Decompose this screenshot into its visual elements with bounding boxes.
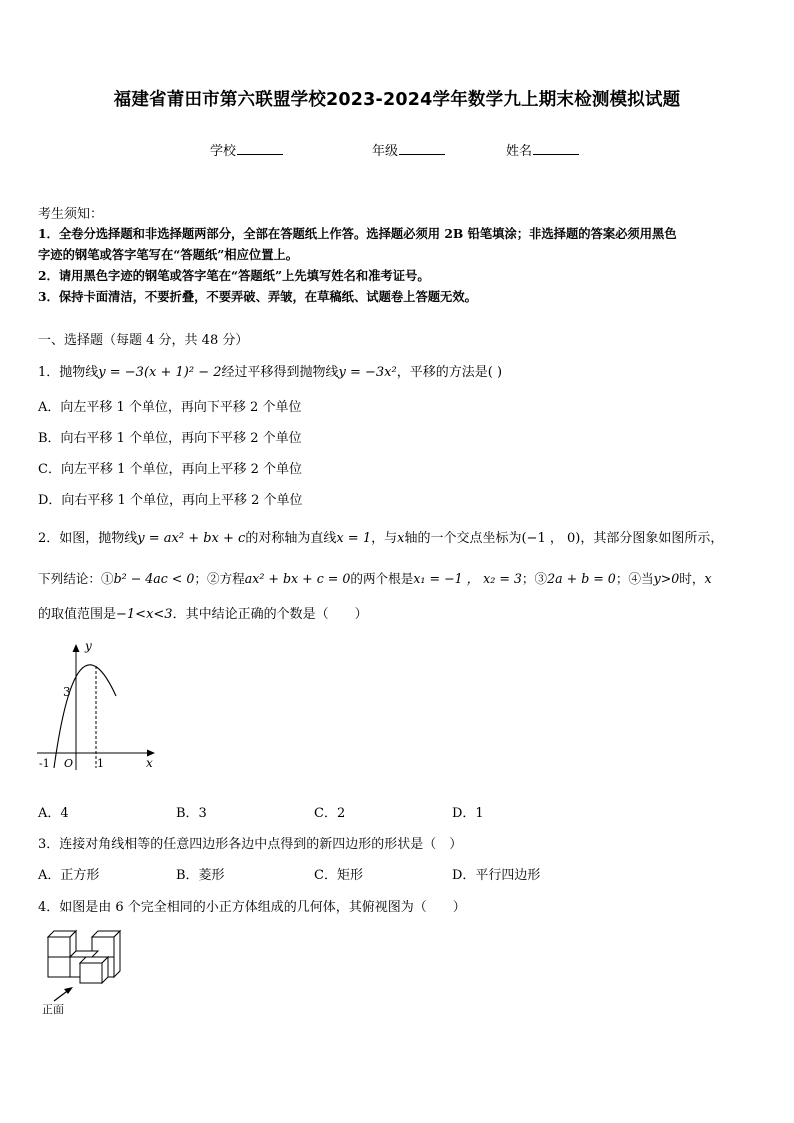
notice-item2: 2．请用黑色字迹的钢笔或答字笔在“答题纸”上先填写姓名和准考证号。 — [38, 268, 430, 283]
school-label: 学校 — [210, 144, 237, 159]
notice-item1-line1: 1．全卷分选择题和非选择题两部分，全部在答题纸上作答。选择题必须用 2B 铅笔填涂；非选择题的答案必须用黑色 — [38, 226, 677, 241]
q2-l1-text-a: 2．如图，抛物线 — [38, 531, 138, 546]
name-label: 姓名 — [506, 144, 533, 159]
question-2-line-3 — [38, 603, 368, 622]
question-2-line-2 — [38, 568, 712, 587]
q2-l1-axis: x = 1 — [336, 531, 372, 546]
question-1-stem — [38, 361, 502, 380]
q3-option-c[interactable]: C．矩形 — [314, 868, 363, 883]
q3-option-b[interactable]: B．菱形 — [176, 868, 225, 883]
q2-option-b[interactable]: B．3 — [176, 806, 207, 821]
label-1: 1 — [97, 757, 104, 770]
grade-field[interactable] — [372, 140, 445, 159]
label-3: 3 — [63, 685, 71, 699]
q1-prefix: 1．抛物线 — [38, 365, 99, 380]
school-blank[interactable] — [237, 142, 283, 155]
q2-l2-eq3: 2a + b = 0 — [547, 571, 616, 586]
q2-l1-text-d: 轴的一个交点坐标为 — [404, 531, 522, 546]
q2-l3-text-b: ．其中结论正确的个数是（ ） — [172, 607, 368, 622]
label-neg1: -1 — [39, 757, 50, 770]
x-axis-label: x — [146, 756, 153, 770]
q2-l3-range: −1<x<3 — [116, 607, 173, 622]
cube-side-face — [114, 931, 120, 977]
front-label: 正面 — [42, 1003, 64, 1016]
q2-l1-point: (−1 ， 0) — [521, 531, 581, 546]
cube-front-face — [48, 937, 70, 957]
question-2-line-1 — [38, 527, 723, 546]
notice-item1-line2: 字迹的钢笔或答字笔写在“答题纸”相应位置上。 — [38, 247, 299, 262]
name-blank[interactable] — [533, 142, 579, 155]
q2-l2-eq4: y>0 — [653, 571, 680, 586]
notice-heading: 考生须知： — [38, 207, 104, 222]
q2-l1-equation: y = ax² + bx + c — [137, 531, 246, 546]
cube-front-face — [48, 957, 70, 977]
q1-mid: 经过平移得到抛物线 — [221, 365, 339, 380]
q2-l2-eq1: b² − 4ac < 0 — [113, 571, 195, 586]
q2-l2-roots: x₁ = −1 ， x₂ = 3 — [413, 571, 522, 586]
q2-l1-x: x — [397, 531, 405, 546]
question-3-stem: 3．连接对角线相等的任意四边形各边中点得到的新四边形的形状是（ ） — [38, 837, 463, 852]
q1-option-a[interactable]: A．向左平移 1 个单位，再向下平移 2 个单位 — [38, 400, 302, 415]
q2-l2-text-d: ；③ — [521, 571, 548, 586]
q2-l1-text-e: ，其部分图象如图所示， — [580, 531, 724, 546]
q2-l3-text-a: 的取值范围是 — [38, 607, 117, 622]
cube-front-face — [80, 963, 102, 983]
notice-item3: 3．保持卡面清洁，不要折叠，不要弄破、弄皱，在草稿纸、试题卷上答题无效。 — [38, 289, 477, 304]
q1-option-c[interactable]: C．向左平移 1 个单位，再向上平移 2 个单位 — [38, 462, 303, 477]
section-heading: 一、选择题（每题 4 分，共 48 分） — [38, 333, 249, 348]
q2-l2-eq2: ax² + bx + c = 0 — [244, 571, 351, 586]
y-axis-label: y — [85, 639, 92, 653]
grade-label: 年级 — [372, 144, 399, 159]
y-axis-arrow — [73, 644, 80, 652]
school-field[interactable] — [210, 140, 283, 159]
q3-option-d[interactable]: D．平行四边形 — [452, 868, 541, 883]
q1-option-d[interactable]: D．向右平移 1 个单位，再向上平移 2 个单位 — [38, 493, 303, 508]
q1-suffix: ，平移的方法是( ) — [396, 365, 503, 380]
q2-option-c[interactable]: C．2 — [314, 806, 346, 821]
q2-option-d[interactable]: D．1 — [452, 806, 484, 821]
label-origin: O — [64, 757, 74, 770]
page-title: 福建省莆田市第六联盟学校2023-2024学年数学九上期末检测模拟试题 — [113, 90, 681, 110]
q2-l2-text-b: ；②方程 — [194, 571, 245, 586]
q2-l1-text-c: ，与 — [371, 531, 398, 546]
grade-blank[interactable] — [399, 142, 445, 155]
q2-l2-x: x — [704, 571, 712, 586]
q2-l1-text-b: 的对称轴为直线 — [245, 531, 337, 546]
q2-parabola-graph — [34, 638, 164, 773]
q2-l2-text-f: 时， — [679, 571, 705, 586]
q1-equation-2: y = −3x² — [338, 365, 397, 380]
question-4-stem: 4．如图是由 6 个完全相同的小正方体组成的几何体，其俯视图为（ ） — [38, 900, 466, 915]
name-field[interactable] — [506, 140, 579, 159]
q2-l2-text-c: 的两个根是 — [350, 571, 414, 586]
q2-option-a[interactable]: A．4 — [38, 806, 69, 821]
q1-equation-1: y = −3(x + 1)² − 2 — [98, 365, 222, 380]
cubes-figure — [40, 925, 135, 1020]
q2-l2-text-e: ；④当 — [615, 571, 654, 586]
q2-l2-text-a: 下列结论：① — [38, 571, 114, 586]
q3-option-a[interactable]: A．正方形 — [38, 868, 100, 883]
q1-option-b[interactable]: B．向右平移 1 个单位，再向下平移 2 个单位 — [38, 431, 302, 446]
